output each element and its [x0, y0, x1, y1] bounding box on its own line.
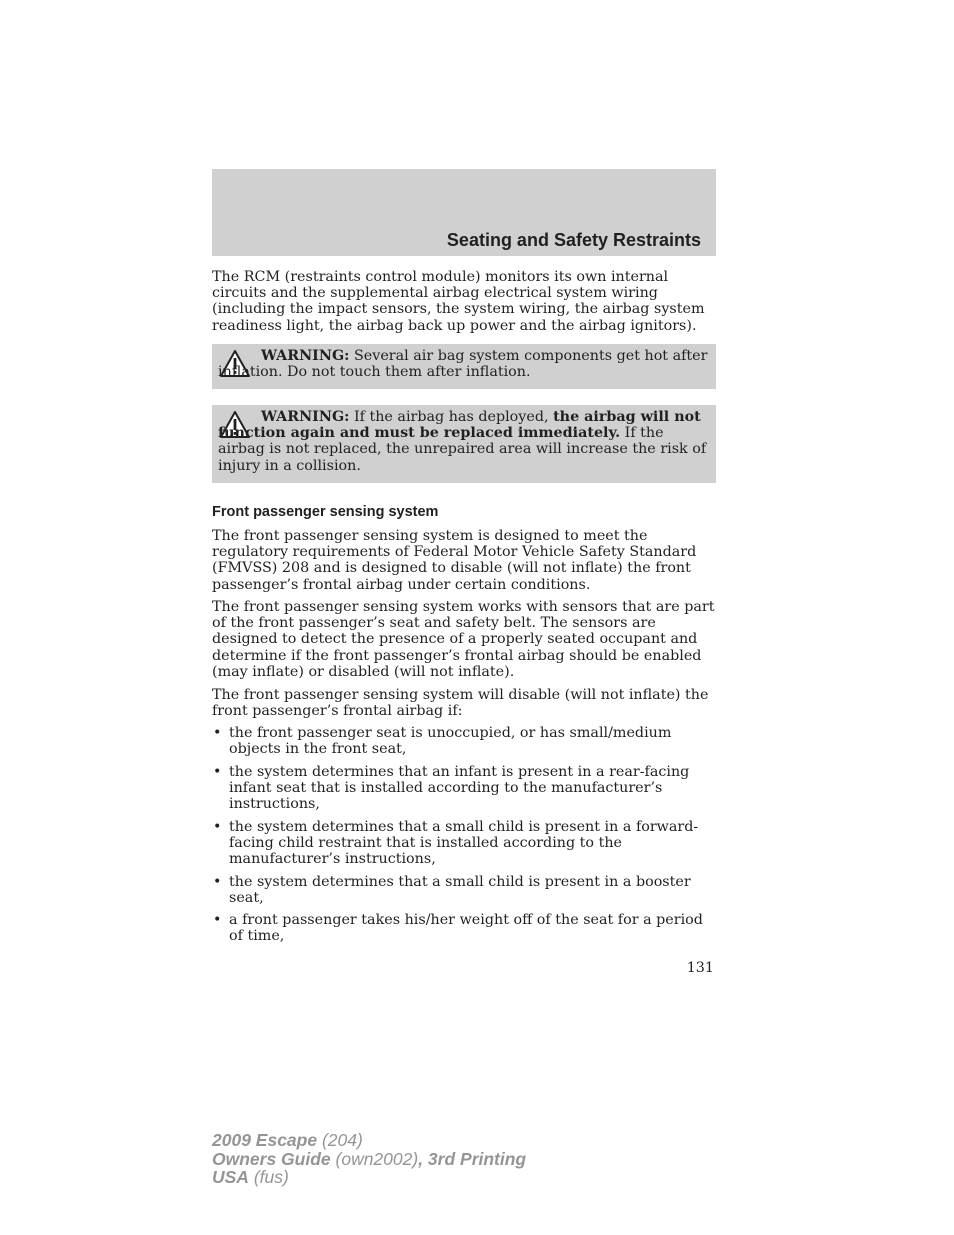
- warning-box-deployed-airbag: [212, 405, 716, 483]
- list-item-text: the front passenger seat is unoccupied, or has small/medium objects in the front seat,: [229, 725, 672, 758]
- warning-label: WARNING:: [261, 409, 350, 425]
- footer-line-model: [212, 1131, 526, 1150]
- warning-text: [218, 348, 710, 380]
- bullet-glyph: •: [213, 818, 222, 835]
- warning-body-b: If the airbag is not replaced, the unrepaired area will increase the risk of injury in a collision.: [218, 425, 707, 474]
- list-item: [212, 725, 718, 757]
- footer-model-code: (204): [317, 1130, 363, 1150]
- footer-guide-code: (own2002): [330, 1148, 419, 1169]
- warning-text: [218, 409, 710, 474]
- list-item: [212, 874, 718, 906]
- warning-box-hot-components: [212, 344, 716, 389]
- list-item: [212, 819, 718, 868]
- warning-body-a: If the airbag has deployed,: [349, 409, 554, 425]
- document-footer: [212, 1131, 526, 1187]
- paragraph-disable-conditions: The front passenger sensing system will disable (will not inflate) the front passenger’s frontal airbag if:: [212, 687, 709, 720]
- section-header-band: [212, 169, 716, 256]
- bullet-glyph: •: [213, 725, 222, 741]
- footer-guide: Owners Guide: [212, 1148, 331, 1169]
- list-item-text: the system determines that an infant is present in a rear-facing infant seat that is installed according to the manufacturer’s instructions,: [229, 763, 690, 813]
- footer-line-guide: [212, 1150, 526, 1169]
- list-item-text: a front passenger takes his/her weight off of the seat for a period of time,: [229, 912, 703, 945]
- intro-paragraph: The RCM (restraints control module) monitors its own internal circuits and the supplemental airbag electrical system wiring (including the impact sensors, the system wiring, the airbag system readiness light, the airbag back up power and the airbag ignitors).: [212, 269, 705, 334]
- footer-line-market: [212, 1168, 526, 1187]
- subsection-title: Front passenger sensing system: [212, 504, 439, 520]
- list-item-text: the system determines that a small child is present in a booster seat,: [229, 873, 691, 906]
- page-number: 131: [686, 960, 714, 976]
- list-item-text: the system determines that a small child is present in a forward-facing child restraint that is installed according to the manufacturer’s instructions,: [229, 818, 699, 868]
- warning-label: WARNING:: [261, 348, 350, 364]
- warning-body-bold: the airbag will not function again and must be replaced immediately.: [218, 409, 701, 442]
- bullet-glyph: •: [213, 763, 222, 780]
- list-item: [212, 764, 718, 813]
- bullet-glyph: •: [213, 912, 222, 929]
- warning-body: Several air bag system components get hot after inflation. Do not touch them after inflation.: [218, 348, 708, 381]
- footer-market: USA: [212, 1167, 249, 1187]
- section-title: Seating and Safety Restraints: [446, 230, 701, 250]
- list-item: [212, 912, 718, 944]
- paragraph-sensors: The front passenger sensing system works with sensors that are part of the front passenger’s seat and safety belt. The sensors are designed to detect the presence of a properly seated occupant and determine if the front passenger’s frontal airbag should be enabled (may inflate) or disabled (will not inflate).: [212, 599, 715, 680]
- footer-model: 2009 Escape: [212, 1130, 318, 1150]
- footer-printing: , 3rd Printing: [418, 1148, 527, 1169]
- bullet-glyph: •: [213, 873, 222, 890]
- footer-market-code: (fus): [248, 1167, 289, 1187]
- paragraph-regulatory: The front passenger sensing system is designed to meet the regulatory requirements of Federal Motor Vehicle Safety Standard (FMVSS) 208 and is designed to disable (will not inflate) the front passenger’s frontal airbag under certain conditions.: [212, 528, 697, 593]
- disable-conditions-list: [212, 725, 718, 951]
